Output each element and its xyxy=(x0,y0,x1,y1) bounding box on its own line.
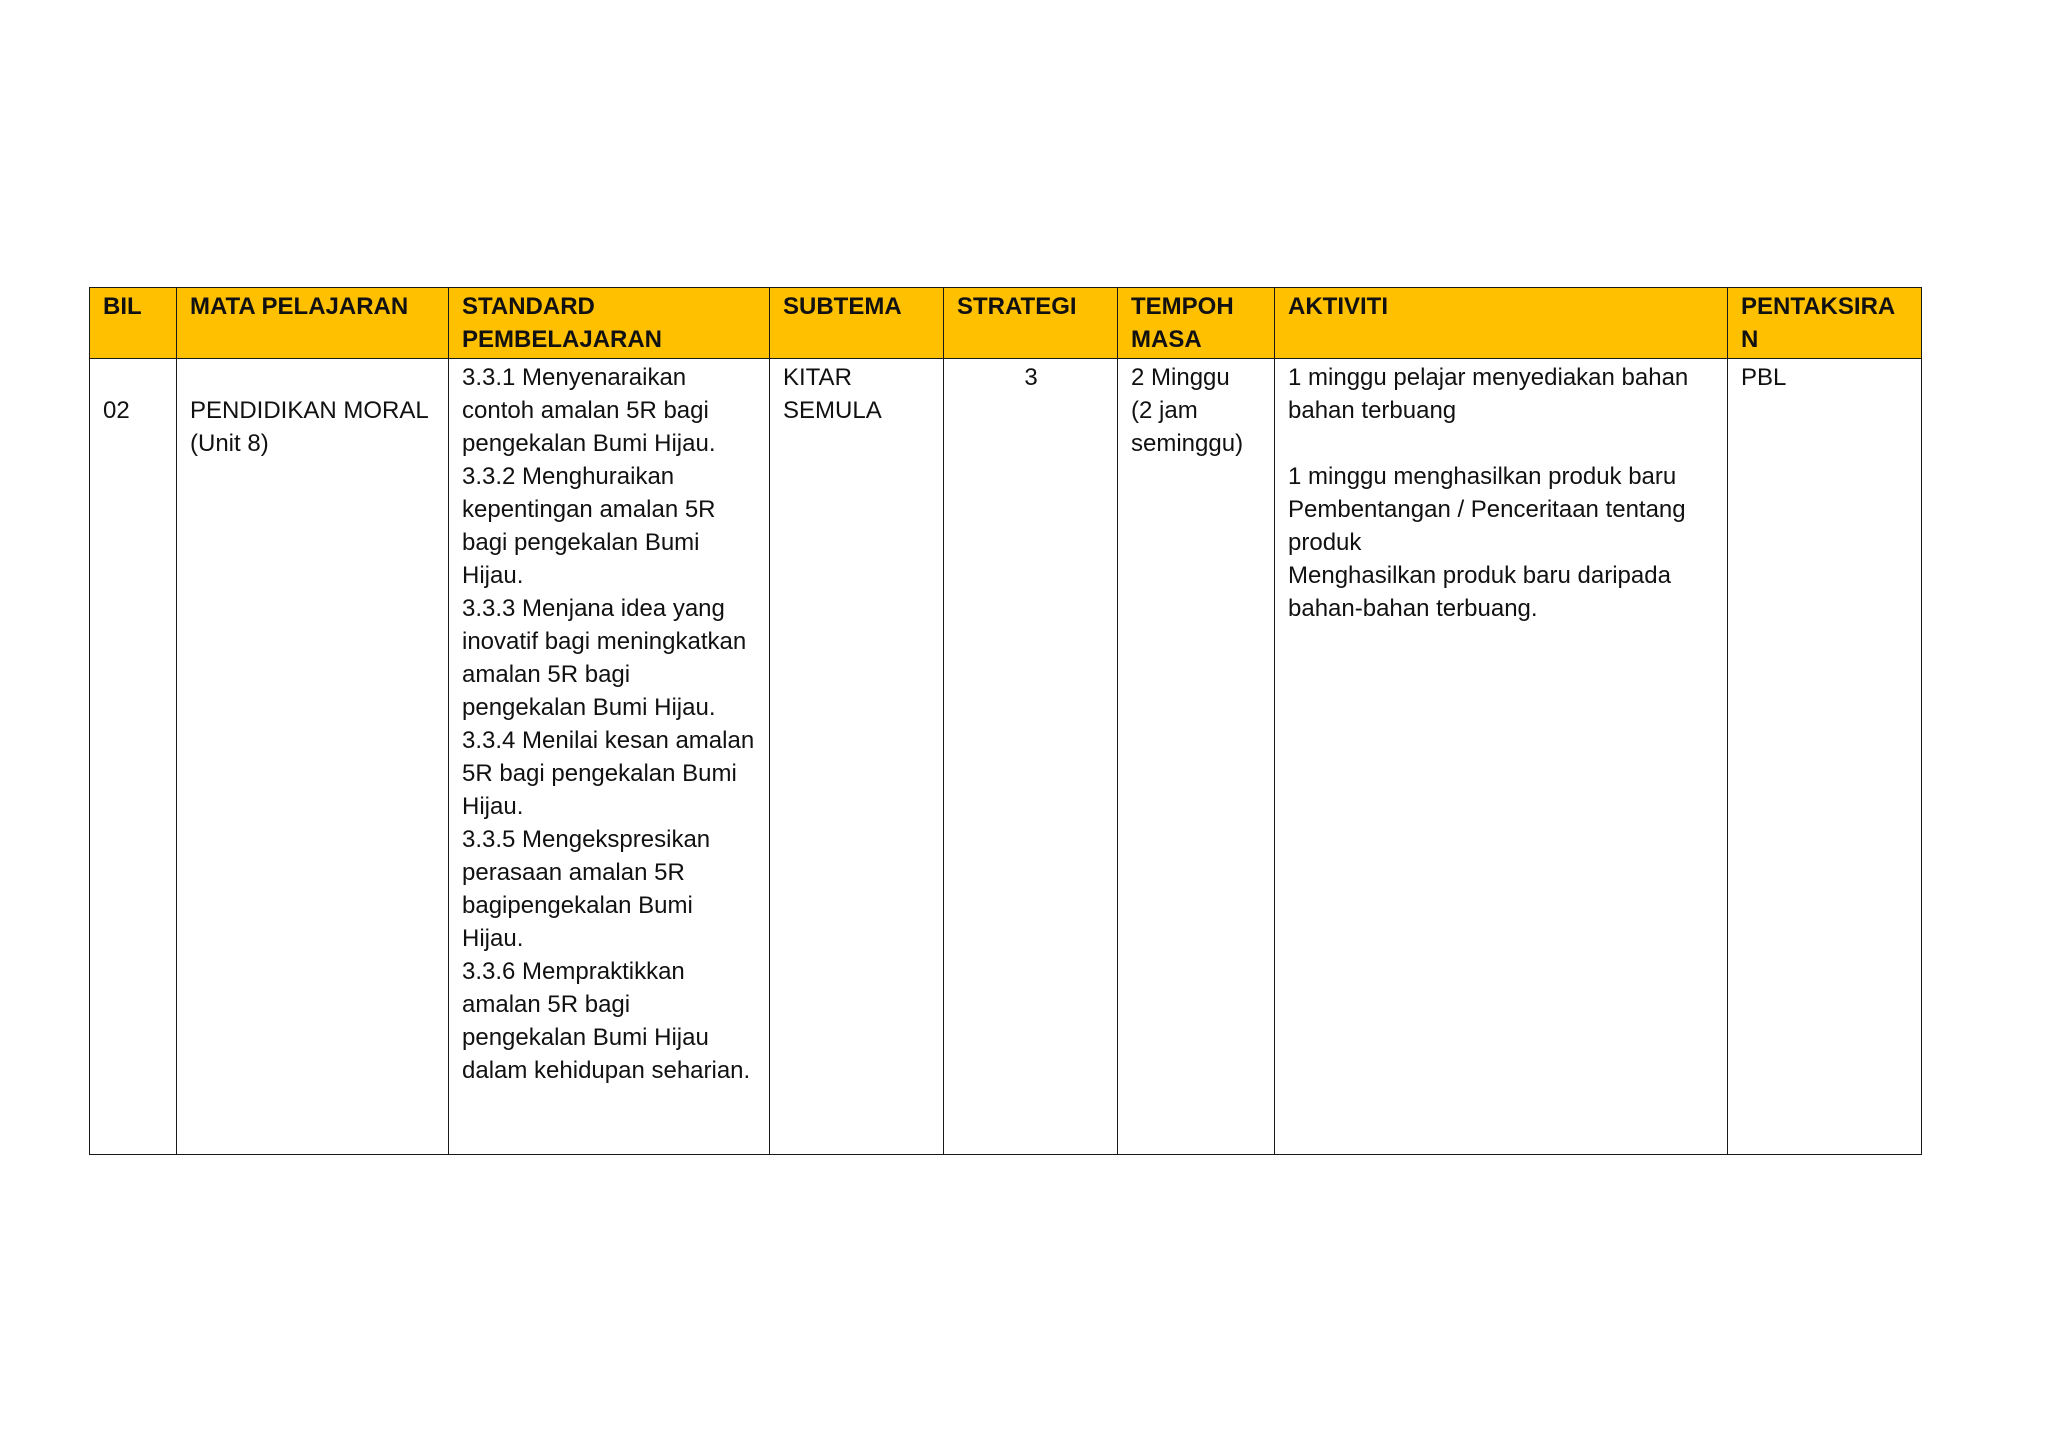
header-mata-pelajaran: MATA PELAJARAN xyxy=(177,288,449,359)
bil-value: 02 xyxy=(103,397,130,424)
tempoh-masa-value: 2 Minggu (2 jam seminggu) xyxy=(1131,364,1244,457)
table-row xyxy=(90,359,1922,1155)
standard-item: 3.3.2 Menghuraikan kepentingan amalan 5R bagi pengekalan Bumi Hijau. xyxy=(462,463,716,589)
pentaksiran-value: PBL xyxy=(1741,364,1787,391)
header-strategi: STRATEGI xyxy=(944,288,1118,359)
subject-name: PENDIDIKAN MORAL (Unit 8) xyxy=(190,397,429,457)
header-aktiviti: AKTIVITI xyxy=(1275,288,1728,359)
header-bil: BIL xyxy=(90,288,177,359)
cell-pentaksiran xyxy=(1728,359,1922,1155)
standard-item: 3.3.5 Mengekspresikan perasaan amalan 5R bagipengekalan Bumi Hijau. xyxy=(462,826,711,952)
header-subtema: SUBTEMA xyxy=(770,288,944,359)
standard-item: 3.3.6 Mempraktikkan amalan 5R bagi pengekalan Bumi Hijau dalam kehidupan seharian. xyxy=(462,958,751,1084)
lesson-plan-table xyxy=(89,287,1922,1155)
cell-subtema xyxy=(770,359,944,1155)
subtema-value: KITAR SEMULA xyxy=(783,364,882,424)
cell-standard-pembelajaran xyxy=(449,359,770,1155)
cell-mata-pelajaran xyxy=(177,359,449,1155)
aktiviti-item: 1 minggu menghasilkan produk baru Pembentangan / Penceritaan tentang produk Menghasilkan produk baru daripada bahan-bahan terbuang. xyxy=(1288,463,1686,622)
standard-item: 3.3.1 Menyenaraikan contoh amalan 5R bagi pengekalan Bumi Hijau. xyxy=(462,364,716,457)
strategi-value: 3 xyxy=(1024,364,1038,391)
aktiviti-item: 1 minggu pelajar menyediakan bahan bahan terbuang xyxy=(1288,364,1689,424)
header-pentaksiran: PENTAKSIRAN xyxy=(1728,288,1922,359)
header-standard-pembelajaran: STANDARD PEMBELAJARAN xyxy=(449,288,770,359)
cell-aktiviti xyxy=(1275,359,1728,1155)
header-row xyxy=(90,288,1922,359)
standard-item: 3.3.3 Menjana idea yang inovatif bagi meningkatkan amalan 5R bagi pengekalan Bumi Hijau. xyxy=(462,595,747,721)
cell-tempoh-masa xyxy=(1118,359,1275,1155)
header-tempoh-masa: TEMPOH MASA xyxy=(1118,288,1275,359)
cell-strategi xyxy=(944,359,1118,1155)
cell-bil xyxy=(90,359,177,1155)
standard-item: 3.3.4 Menilai kesan amalan 5R bagi pengekalan Bumi Hijau. xyxy=(462,727,755,820)
